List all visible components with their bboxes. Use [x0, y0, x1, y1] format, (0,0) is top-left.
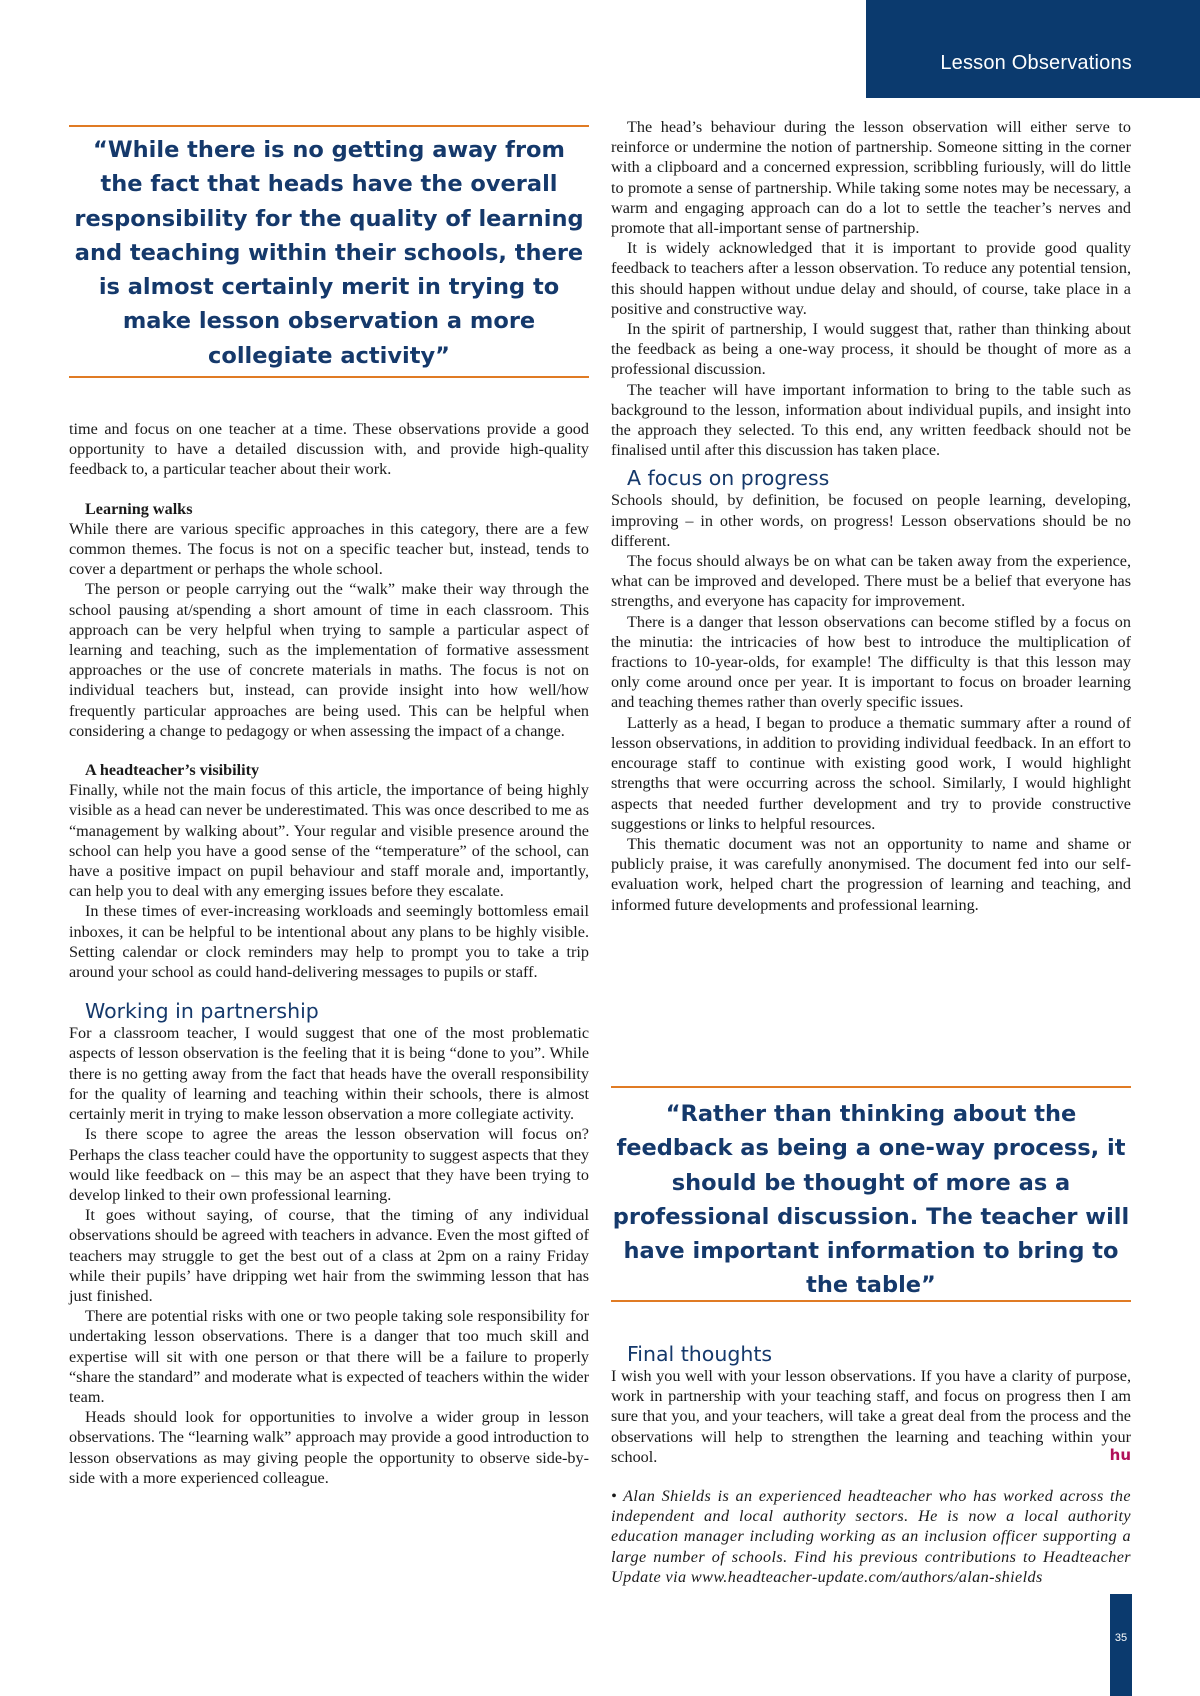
page-number: 35 [1114, 1632, 1128, 1644]
left-column [69, 419, 589, 1488]
author-bio: • Alan Shields is an experienced headteacher who has worked across the independent and local authority sectors. He is now a local authority education manager including working as an inclusion officer supporting a large number of schools. Find his previous contributions to Headteacher Update via www.headteacher-update.com/authors/alan-shields [611, 1487, 1131, 1586]
paragraph: Heads should look for opportunities to involve a wider group in lesson observations. The “learning walk” approach may provide a good introduction to lesson observations as may giving people the opportunity to observe side-by-side with a more experienced colleague. [69, 1408, 589, 1487]
subheading-learning-walks: Learning walks [85, 499, 193, 518]
paragraph: There is a danger that lesson observations can become stifled by a focus on the minutia: the intricacies of how best to introduce the multiplication of fractions to 10-year-olds, for example! The difficulty is that this lesson may only come around once per year. It is important to focus on broader learning and teaching themes rather than overly specific issues. [611, 612, 1131, 712]
paragraph: For a classroom teacher, I would suggest that one of the most problematic aspects of lesson observation is the feeling that it is being “done to you”. While there is no getting away from the fact that heads have the overall responsibility for the quality of learning and teaching within their schools, there is almost certainly merit in trying to make lesson observation a more collegiate activity. [69, 1024, 589, 1124]
paragraph: It goes without saying, of course, that the timing of any individual observations should be agreed with teachers in advance. Even the most gifted of teachers may struggle to get the best out of a class at 2pm on a rainy Friday while their pupils’ have dripping wet hair from the swimming lesson that has just finished. [69, 1206, 589, 1305]
brand-logo: hu [1109, 1445, 1131, 1464]
paragraph: Finally, while not the main focus of this article, the importance of being highly visible as a head can never be underestimated. This was once described to me as “management by walking about”. Your regular and visible presence around the school can help you have a good sense of the “temperature” of the school, can have a positive impact on pupil behaviour and staff morale and, importantly, can help you to deal with any emerging issues before they escalate. [69, 781, 589, 901]
paragraph: The head’s behaviour during the lesson observation will either serve to reinforce or undermine the notion of partnership. Someone sitting in the corner with a clipboard and a concerned expression, scribbling furiously, will do little to promote a sense of partnership. While taking some notes may be necessary, a warm and engaging approach can do a lot to settle the teacher’s nerves and promote that all-important sense of partnership. [611, 118, 1131, 238]
page-number-tab [1110, 1594, 1132, 1696]
paragraph: Schools should, by definition, be focused on people learning, developing, improving – in other words, on progress! Lesson observations should be no different. [611, 491, 1131, 550]
right-column [611, 117, 1131, 915]
paragraph: This thematic document was not an opportunity to name and shame or publicly praise, it was carefully anonymised. The document fed into our self-evaluation work, helped chart the progression of learning and teaching, and informed future developments and professional learning. [611, 834, 1131, 914]
section-heading-working-in-partnership: Working in partnership [85, 999, 319, 1024]
pull-quote: “While there is no getting away from the fact that heads have the overall responsibility for the quality of learning and teaching within their schools, there is almost certainly merit in trying to make lesson observation a more collegiate activity” [69, 125, 589, 378]
paragraph: While there are various specific approaches in this category, there are a few common themes. The focus is not on a specific teacher but, instead, tends to cover a department or perhaps the whole school. [69, 519, 589, 579]
section-title: Lesson Observations [940, 52, 1132, 74]
section-heading-focus-on-progress: A focus on progress [627, 466, 830, 491]
subheading-visibility: A headteacher’s visibility [85, 761, 260, 780]
paragraph: Latterly as a head, I began to produce a thematic summary after a round of lesson observations, in addition to providing individual feedback. In an effort to encourage staff to continue with existing good work, I would highlight strengths that were occurring across the school. Similarly, I would highlight aspects that needed further development and try to provide constructive suggestions or links to helpful resources. [611, 713, 1131, 833]
section-header-tab [866, 0, 1200, 98]
section-heading-final-thoughts: Final thoughts [627, 1342, 773, 1366]
paragraph: time and focus on one teacher at a time. These observations provide a good opportunity to have a detailed discussion with, and provide high-quality feedback to, a particular teacher about their work. [69, 420, 589, 479]
paragraph: The focus should always be on what can be taken away from the experience, what can be improved and developed. There must be a belief that everyone has strengths, and everyone has capacity for improvement. [611, 552, 1131, 611]
paragraph: In the spirit of partnership, I would suggest that, rather than thinking about the feedback as being a one-way process, it should be thought of more as a professional discussion. [611, 320, 1131, 379]
paragraph: The teacher will have important information to bring to the table such as background to the lesson, information about individual pupils, and insight into the approach they selected. To this end, any written feedback should not be finalised until after this discussion has taken place. [611, 380, 1131, 460]
paragraph: It is widely acknowledged that it is important to provide good quality feedback to teachers after a lesson observation. To reduce any potential tension, this should happen without undue delay and should, of course, take place in a positive and constructive way. [611, 239, 1131, 318]
paragraph: There are potential risks with one or two people taking sole responsibility for undertaking lesson observations. There is a danger that too much skill and expertise will sit with one person or that there will be a failure to properly “share the standard” and moderate what is expected of teachers within the wider team. [69, 1307, 589, 1406]
paragraph: In these times of ever-increasing workloads and seemingly bottomless email inboxes, it can be helpful to be intentional about any plans to be highly visible. Setting calendar or clock reminders may help to prompt you to take a trip around your school as could hand-delivering messages to pupils or staff. [69, 902, 589, 982]
right-column-end [611, 1342, 1131, 1587]
paragraph [611, 1366, 1131, 1467]
paragraph: Is there scope to agree the areas the lesson observation will focus on? Perhaps the class teacher could have the opportunity to suggest aspects that they would like feedback on – this may be an aspect that they have been trying to develop linked to their own professional learning. [69, 1125, 589, 1204]
final-paragraph-text: I wish you well with your lesson observations. If you have a clarity of purpose, work in partnership with your teaching staff, and focus on progress then I am sure that you, and your teachers, will take a great deal from the process and the observations will help to strengthen the learning and teaching within your school. [611, 1367, 1131, 1466]
pull-quote: “Rather than thinking about the feedback as being a one-way process, it should be thought of more as a professional discussion. The teacher will have important information to bring to the table” [611, 1086, 1131, 1302]
paragraph: The person or people carrying out the “walk” make their way through the school pausing at/spending a short amount of time in each classroom. This approach can be very helpful when trying to sample a particular aspect of learning and teaching, such as the implementation of formative assessment approaches or the use of concrete materials in maths. The focus is not on individual teachers but, instead, can provide insight into how well/how frequently particular approaches are being used. This can be helpful when considering a change to pedagogy or when assessing the impact of a change. [69, 580, 589, 740]
